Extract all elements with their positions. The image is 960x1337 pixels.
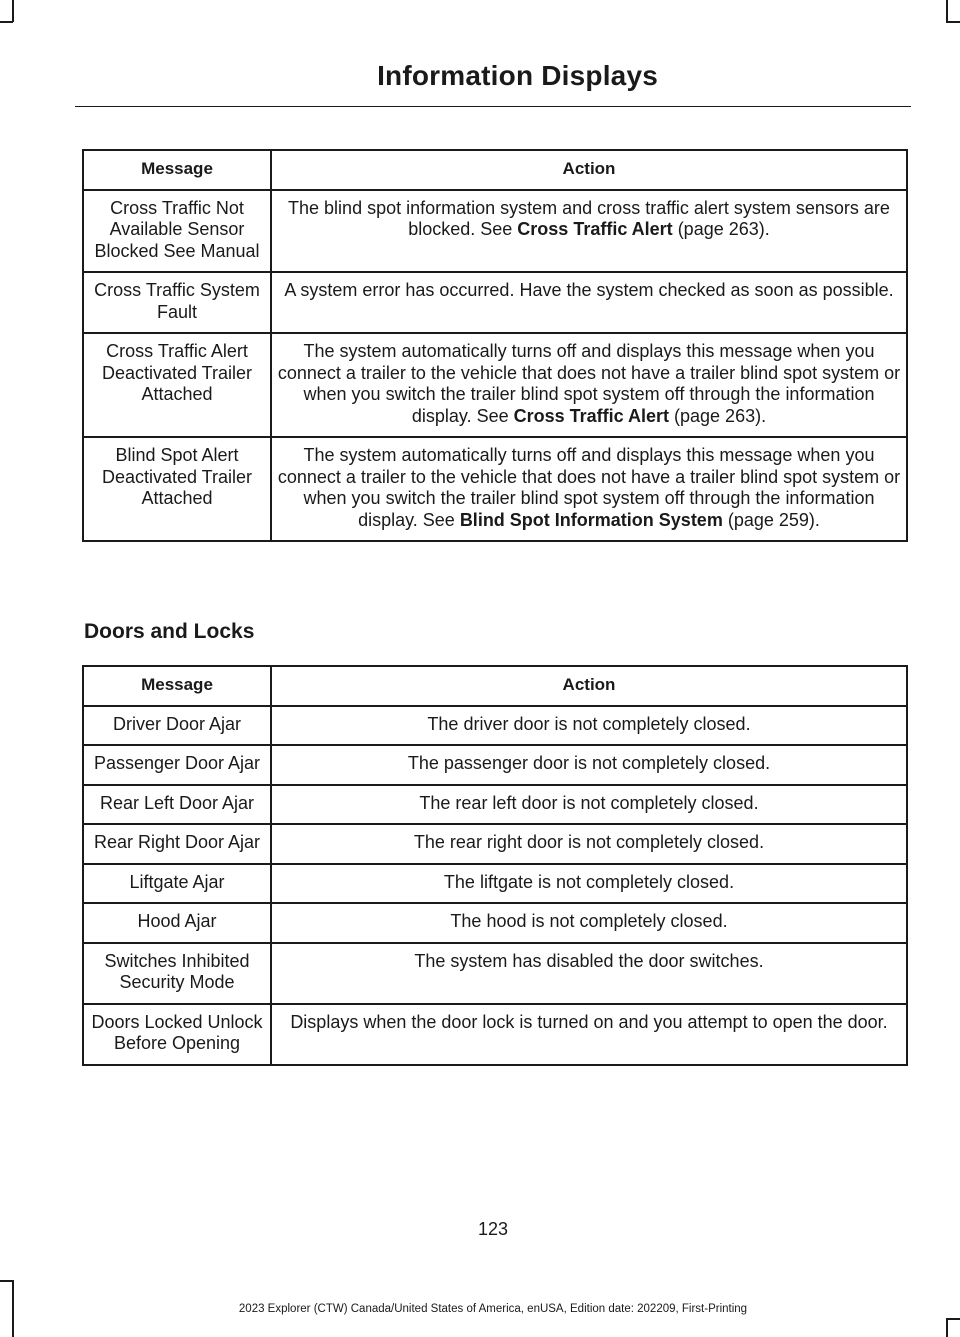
cross-reference-title: Blind Spot Information System xyxy=(459,509,723,530)
crop-mark xyxy=(946,1318,948,1337)
doors-locks-messages-table xyxy=(82,665,908,1066)
crop-mark xyxy=(0,1280,13,1282)
action-cell xyxy=(271,943,907,1004)
cross-reference-title: Cross Traffic Alert xyxy=(517,219,673,239)
action-text: The driver door is not completely closed. xyxy=(427,713,751,734)
action-text: (page 263). xyxy=(669,405,767,426)
action-cell xyxy=(271,272,907,333)
table-row xyxy=(83,190,907,273)
table-row xyxy=(83,745,907,785)
action-text: The blind spot information system and cross traffic alert system sensors are blocked. See xyxy=(288,197,890,239)
action-text: The system automatically turns off and displays this message when you connect a trailer to the vehicle that does not have a trailer blind spot system or when you switch the trailer blind spot system off through the information display. See xyxy=(277,445,901,530)
message-cell: Passenger Door Ajar xyxy=(83,745,271,785)
table-row xyxy=(83,785,907,825)
message-cell: Cross Traffic Alert Deactivated Trailer Attached xyxy=(83,333,271,437)
crop-mark xyxy=(946,21,960,23)
action-column-header: Action xyxy=(271,150,907,190)
message-cell: Blind Spot Alert Deactivated Trailer Attached xyxy=(83,437,271,541)
message-cell: Cross Traffic Not Available Sensor Blocked See Manual xyxy=(83,190,271,273)
table-header-row xyxy=(83,666,907,706)
action-text: The system has disabled the door switches. xyxy=(414,950,764,971)
action-text: Displays when the door lock is turned on and you attempt to open the door. xyxy=(290,1011,888,1032)
message-cell: Switches Inhibited Security Mode xyxy=(83,943,271,1004)
action-text: The rear right door is not completely closed. xyxy=(413,832,765,852)
message-cell: Rear Left Door Ajar xyxy=(83,785,271,825)
action-text: The liftgate is not completely closed. xyxy=(443,871,735,892)
action-text: The hood is not completely closed. xyxy=(450,911,728,931)
action-cell xyxy=(271,745,907,785)
table-row xyxy=(83,824,907,864)
action-cell xyxy=(271,190,907,273)
message-cell: Rear Right Door Ajar xyxy=(83,824,271,864)
crop-mark xyxy=(946,0,948,22)
action-cell xyxy=(271,864,907,904)
cross-traffic-messages-table xyxy=(82,149,908,542)
table-header-row xyxy=(83,150,907,190)
action-text: The passenger door is not completely closed. xyxy=(407,753,771,773)
table-row xyxy=(83,864,907,904)
message-cell: Driver Door Ajar xyxy=(83,706,271,746)
table-row xyxy=(83,437,907,541)
crop-mark xyxy=(946,1318,960,1320)
table-row xyxy=(83,333,907,437)
message-cell: Doors Locked Unlock Before Opening xyxy=(83,1004,271,1065)
message-column-header: Message xyxy=(83,150,271,190)
page-title: Information Displays xyxy=(377,60,658,91)
action-text: (page 259). xyxy=(722,509,820,530)
page-footer: 2023 Explorer (CTW) Canada/United States of America, enUSA, Edition date: 202209, First-Printing xyxy=(238,1303,748,1315)
action-cell xyxy=(271,903,907,943)
action-text: A system error has occurred. Have the system checked as soon as possible. xyxy=(284,280,894,300)
table-row xyxy=(83,1004,907,1065)
table-row xyxy=(83,272,907,333)
table-row xyxy=(83,706,907,746)
action-cell xyxy=(271,785,907,825)
table-row xyxy=(83,943,907,1004)
action-cell xyxy=(271,706,907,746)
page-number: 123 xyxy=(477,1219,509,1239)
action-cell xyxy=(271,824,907,864)
action-column-header: Action xyxy=(271,666,907,706)
message-cell: Cross Traffic System Fault xyxy=(83,272,271,333)
message-cell: Hood Ajar xyxy=(83,903,271,943)
cross-reference-title: Cross Traffic Alert xyxy=(513,405,670,426)
message-cell: Liftgate Ajar xyxy=(83,864,271,904)
table-row xyxy=(83,903,907,943)
crop-mark xyxy=(12,0,14,22)
section-heading: Doors and Locks xyxy=(84,620,255,643)
action-text: (page 263). xyxy=(672,219,770,239)
action-text: The system automatically turns off and displays this message when you connect a trailer to the vehicle that does not have a trailer blind spot system or when you switch the trailer blind spot system off through the information display. See xyxy=(277,341,901,426)
message-column-header: Message xyxy=(83,666,271,706)
action-cell xyxy=(271,437,907,541)
action-cell xyxy=(271,1004,907,1065)
action-cell xyxy=(271,333,907,437)
crop-mark xyxy=(0,21,13,23)
action-text: The rear left door is not completely closed. xyxy=(419,792,759,813)
title-divider xyxy=(75,106,911,107)
